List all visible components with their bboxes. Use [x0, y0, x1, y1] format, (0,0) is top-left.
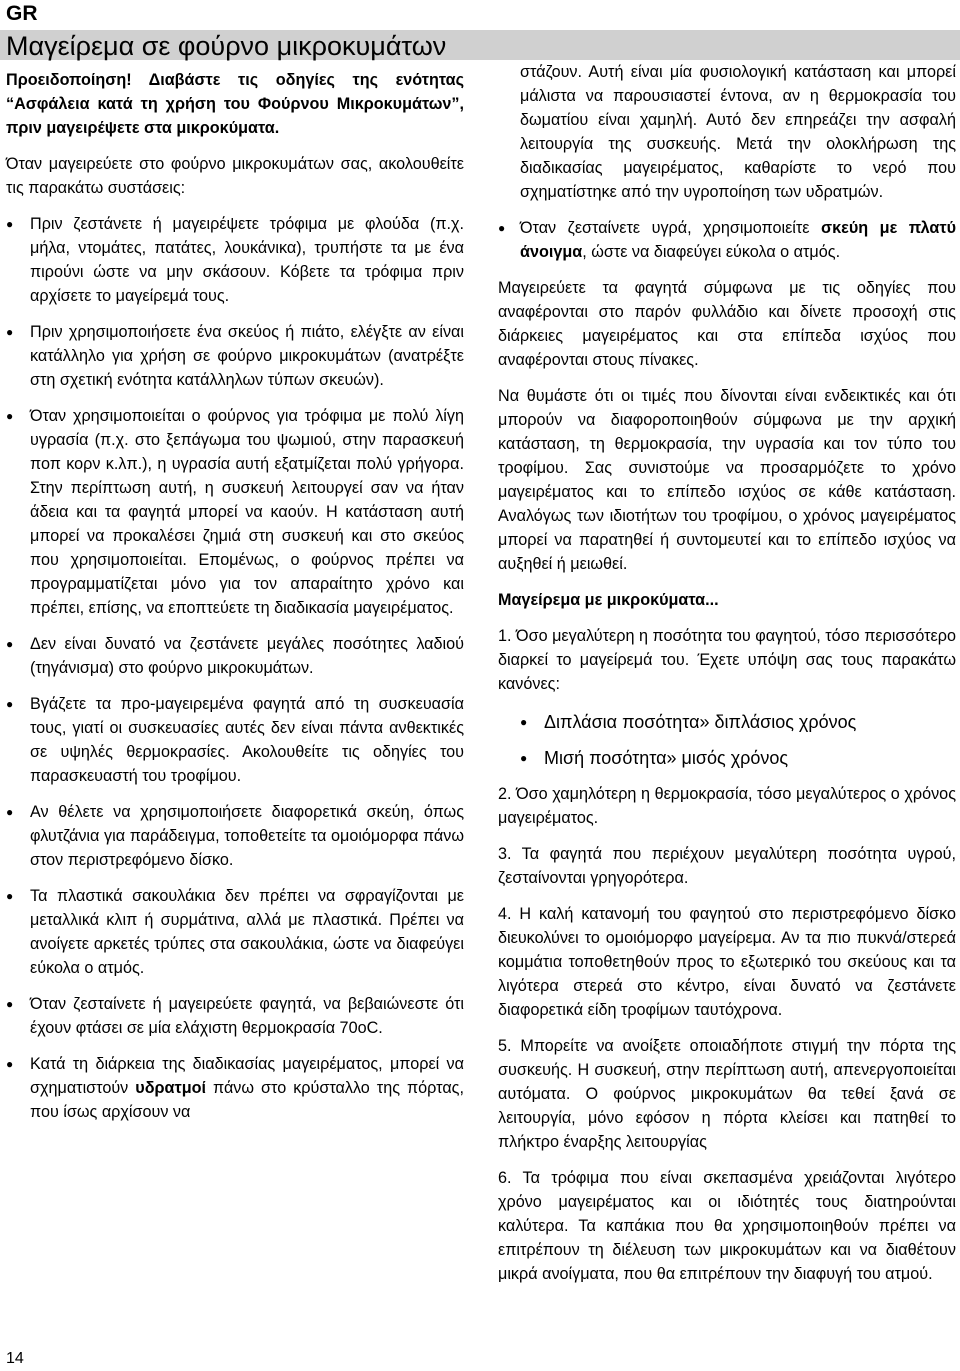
step-4: 4. Η καλή κατανομή του φαγητού στο περιστρεφόμενο δίσκο διευκολύνει το ομοιόμορφο μαγείρεμα. Αν τα πιο πυκνά/στερεά κομμάτια τοποθετηθούν προς το εξωτερικό του σκεύους και τα λιγότερα στερεά στο κέντρο, είναι δυνατό να ζεστάνετε διαφορετικά είδη τροφίμων ταυτόχρονα.: [498, 905, 956, 1019]
list-item: ● Βγάζετε τα προ-μαγειρεμένα φαγητά από τη συσκευασία τους, γιατί οι συσκευασίες αυτές δεν είναι πάντα ανθεκτικές σε υψηλές θερμοκρασίες. Ακολουθείτε τις οδηγίες του παρασκευαστή του τροφίμου.: [6, 692, 464, 788]
list-item: ● Μισή ποσότητα» μισός χρόνος: [498, 744, 956, 772]
step-5: 5. Μπορείτε να ανοίξετε οποιαδήποτε στιγμή την πόρτα της συσκευής. Η συσκευή, στην περίπτωση αυτή, απενεργοποιείται αυτόματα. Ο φούρνος μικροκυμάτων θα τεθεί ξανά σε λειτουργία, μόνο εφόσον η πόρτα κλείσει και πατηθεί το πλήκτρο έναρξης λειτουργίας: [498, 1037, 956, 1151]
page-number: 14: [6, 1350, 24, 1367]
list-item: ● Δεν είναι δυνατό να ζεστάνετε μεγάλες ποσότητες λαδιού (τηγάνισμα) στο φούρνο μικροκυμάτων.: [6, 632, 464, 680]
list-item: ● Πριν χρησιμοποιήσετε ένα σκεύος ή πιάτο, ελέγξτε αν είναι κατάλληλο για χρήση σε φούρνο μικροκυμάτων (ανατρέξτε στη σχετική ενότητα κατάλληλων τύπων σκευών).: [6, 320, 464, 392]
left-column: [6, 68, 464, 1136]
step-3: 3. Τα φαγητά που περιέχουν μεγαλύτερη ποσότητα υγρού, ζεσταίνονται γρηγορότερα.: [498, 845, 956, 887]
list-item: ● Όταν χρησιμοποιείται ο φούρνος για τρόφιμα με πολύ λίγη υγρασία (π.χ. στο ξεπάγωμα του ψωμιού, στην παρασκευή ποπ κορν κ.λπ.), η υγρασία αυτή εξατμίζεται πολύ γρήγορα. Στην περίπτωση αυτή, η συσκευή λειτουργεί σαν να ήταν άδεια και τα φαγητά μπορεί να καούν. Η κατάσταση αυτή μπορεί να προκαλέσει ζημιά στη συσκευή και στο σκεύος που χρησιμοποιείται. Επομένως, ο φούρνος πρέπει να προγραμματίζεται μόνο για τον απαραίτητο χρόνο και πρέπει, επίσης, να εποπτεύετε τη διαδικασία μαγειρέματος.: [6, 404, 464, 620]
step-1: 1. Όσο μεγαλύτερη η ποσότητα του φαγητού, τόσο περισσότερο διαρκεί το μαγείρεμά του. Έχετε υπόψη σας τους παρακάτω κανόνες:: [498, 627, 956, 693]
recommendations-list: [6, 212, 464, 1124]
right-column: [498, 60, 956, 1298]
language-label: GR: [6, 2, 38, 25]
list-item: ● Διπλάσια ποσότητα» διπλάσιος χρόνος: [498, 708, 956, 736]
bold-term: υδρατμοί: [135, 1079, 206, 1097]
step-6: 6. Τα τρόφιμα που είναι σκεπασμένα χρειάζονται λιγότερο χρόνο μαγειρέματος και οι ιδιότητές τους διατηρούνται καλύτερα. Τα καπάκια που θα χρησιμοποιηθούν πρέπει να επιτρέπουν τη διέλευση των μικροκυμάτων και να διαθέτουν μικρά ανοίγματα, που θα επιτρέπουν την διαφυγή του ατμού.: [498, 1169, 956, 1283]
list-item: ● Όταν ζεσταίνετε ή μαγειρεύετε φαγητά, να βεβαιώνεστε ότι έχουν φτάσει σε μία ελάχιστη θερμοκρασία 70oC.: [6, 992, 464, 1040]
paragraph: Να θυμάστε ότι οι τιμές που δίνονται είναι ενδεικτικές και ότι μπορούν να διαφοροποιηθούν σύμφωνα με την αρχική κατάσταση, τη θερμοκρασία, την υγρασία και τον τύπο του τροφίμου. Σας συνιστούμε να προσαρμόζετε το χρόνο μαγειρέματος και το επίπεδο ισχύος σε κάθε κατάσταση. Αναλόγως των ιδιοτήτων του τροφίμου, ο χρόνος μαγειρέματος μπορεί να παρατηθεί ή συντομευτεί και το επίπεδο ισχύος να αυξηθεί ή μειωθεί.: [498, 387, 956, 573]
page-title: Μαγείρεμα σε φούρνο μικροκυμάτων: [6, 31, 447, 61]
subheading: Μαγείρεμα με μικροκύματα...: [498, 591, 719, 609]
intro-text: Όταν μαγειρεύετε στο φούρνο μικροκυμάτων σας, ακολουθείτε τις παρακάτω συστάσεις:: [6, 155, 464, 197]
bold-term: σκεύη με πλατύ άνοιγμα: [520, 219, 956, 261]
list-item: ● Τα πλαστικά σακουλάκια δεν πρέπει να σφραγίζονται με μεταλλικά κλιπ ή συρμάτινα, αλλά με πλαστικά. Πρέπει να ανοίγετε αρκετές τρύπες στα σακουλάκια, ώστε να διαφεύγει εύκολα ο ατμός.: [6, 884, 464, 980]
continuation-text: στάζουν. Αυτή είναι μία φυσιολογική κατάσταση και μπορεί μάλιστα να παρουσιαστεί έντονα, αν η θερμοκρασία του δωματίου είναι χαμηλή. Αυτό δεν επηρεάζει την ασφαλή λειτουργία της συσκευής. Μετά την ολοκλήρωση της διαδικασίας μαγειρέματος, καθαρίστε το νερό που σχηματίστηκε από την υγροποίηση των υδρατμών.: [520, 63, 956, 201]
liquid-list: [498, 216, 956, 264]
list-item: ● Πριν ζεστάνετε ή μαγειρέψετε τρόφιμα με φλούδα (π.χ. μήλα, ντομάτες, πατάτες, λουκάνικα), τρυπήστε τα με ένα πιρούνι ώστε να μην σκάσουν. Κόβετε τα τρόφιμα πριν αρχίσετε το μαγείρεμά τους.: [6, 212, 464, 308]
paragraph: Μαγειρεύετε τα φαγητά σύμφωνα με τις οδηγίες που αναφέρονται στο παρόν φυλλάδιο και δίνετε προσοχή στις διάρκειες μαγειρέματος και στα επίπεδα ισχύος που αναφέρονται στους πίνακες.: [498, 279, 956, 369]
list-item: ● Όταν ζεσταίνετε υγρά, χρησιμοποιείτε σκεύη με πλατύ άνοιγμα, ώστε να διαφεύγει εύκολα ο ατμός.: [498, 216, 956, 264]
list-item: ● Αν θέλετε να χρησιμοποιήσετε διαφορετικά σκεύη, όπως φλυτζάνια για παράδειγμα, τοποθετείτε τα ομοιόμορφα πάνω στον περιστρεφόμενο δίσκο.: [6, 800, 464, 872]
step-2: 2. Όσο χαμηλότερη η θερμοκρασία, τόσο μεγαλύτερος ο χρόνος μαγειρέματος.: [498, 785, 956, 827]
rules-list: [498, 708, 956, 772]
warning-text: Προειδοποίηση! Διαβάστε τις οδηγίες της ενότητας “Ασφάλεια κατά τη χρήση του Φούρνου Μικροκυμάτων”, πριν μαγειρέψετε στα μικροκύματα.: [6, 71, 464, 137]
list-item: ● Κατά τη διάρκεια της διαδικασίας μαγειρέματος, μπορεί να σχηματιστούν υδρατμοί πάνω στο κρύσταλλο της πόρτας, που ίσως αρχίσουν να: [6, 1052, 464, 1124]
